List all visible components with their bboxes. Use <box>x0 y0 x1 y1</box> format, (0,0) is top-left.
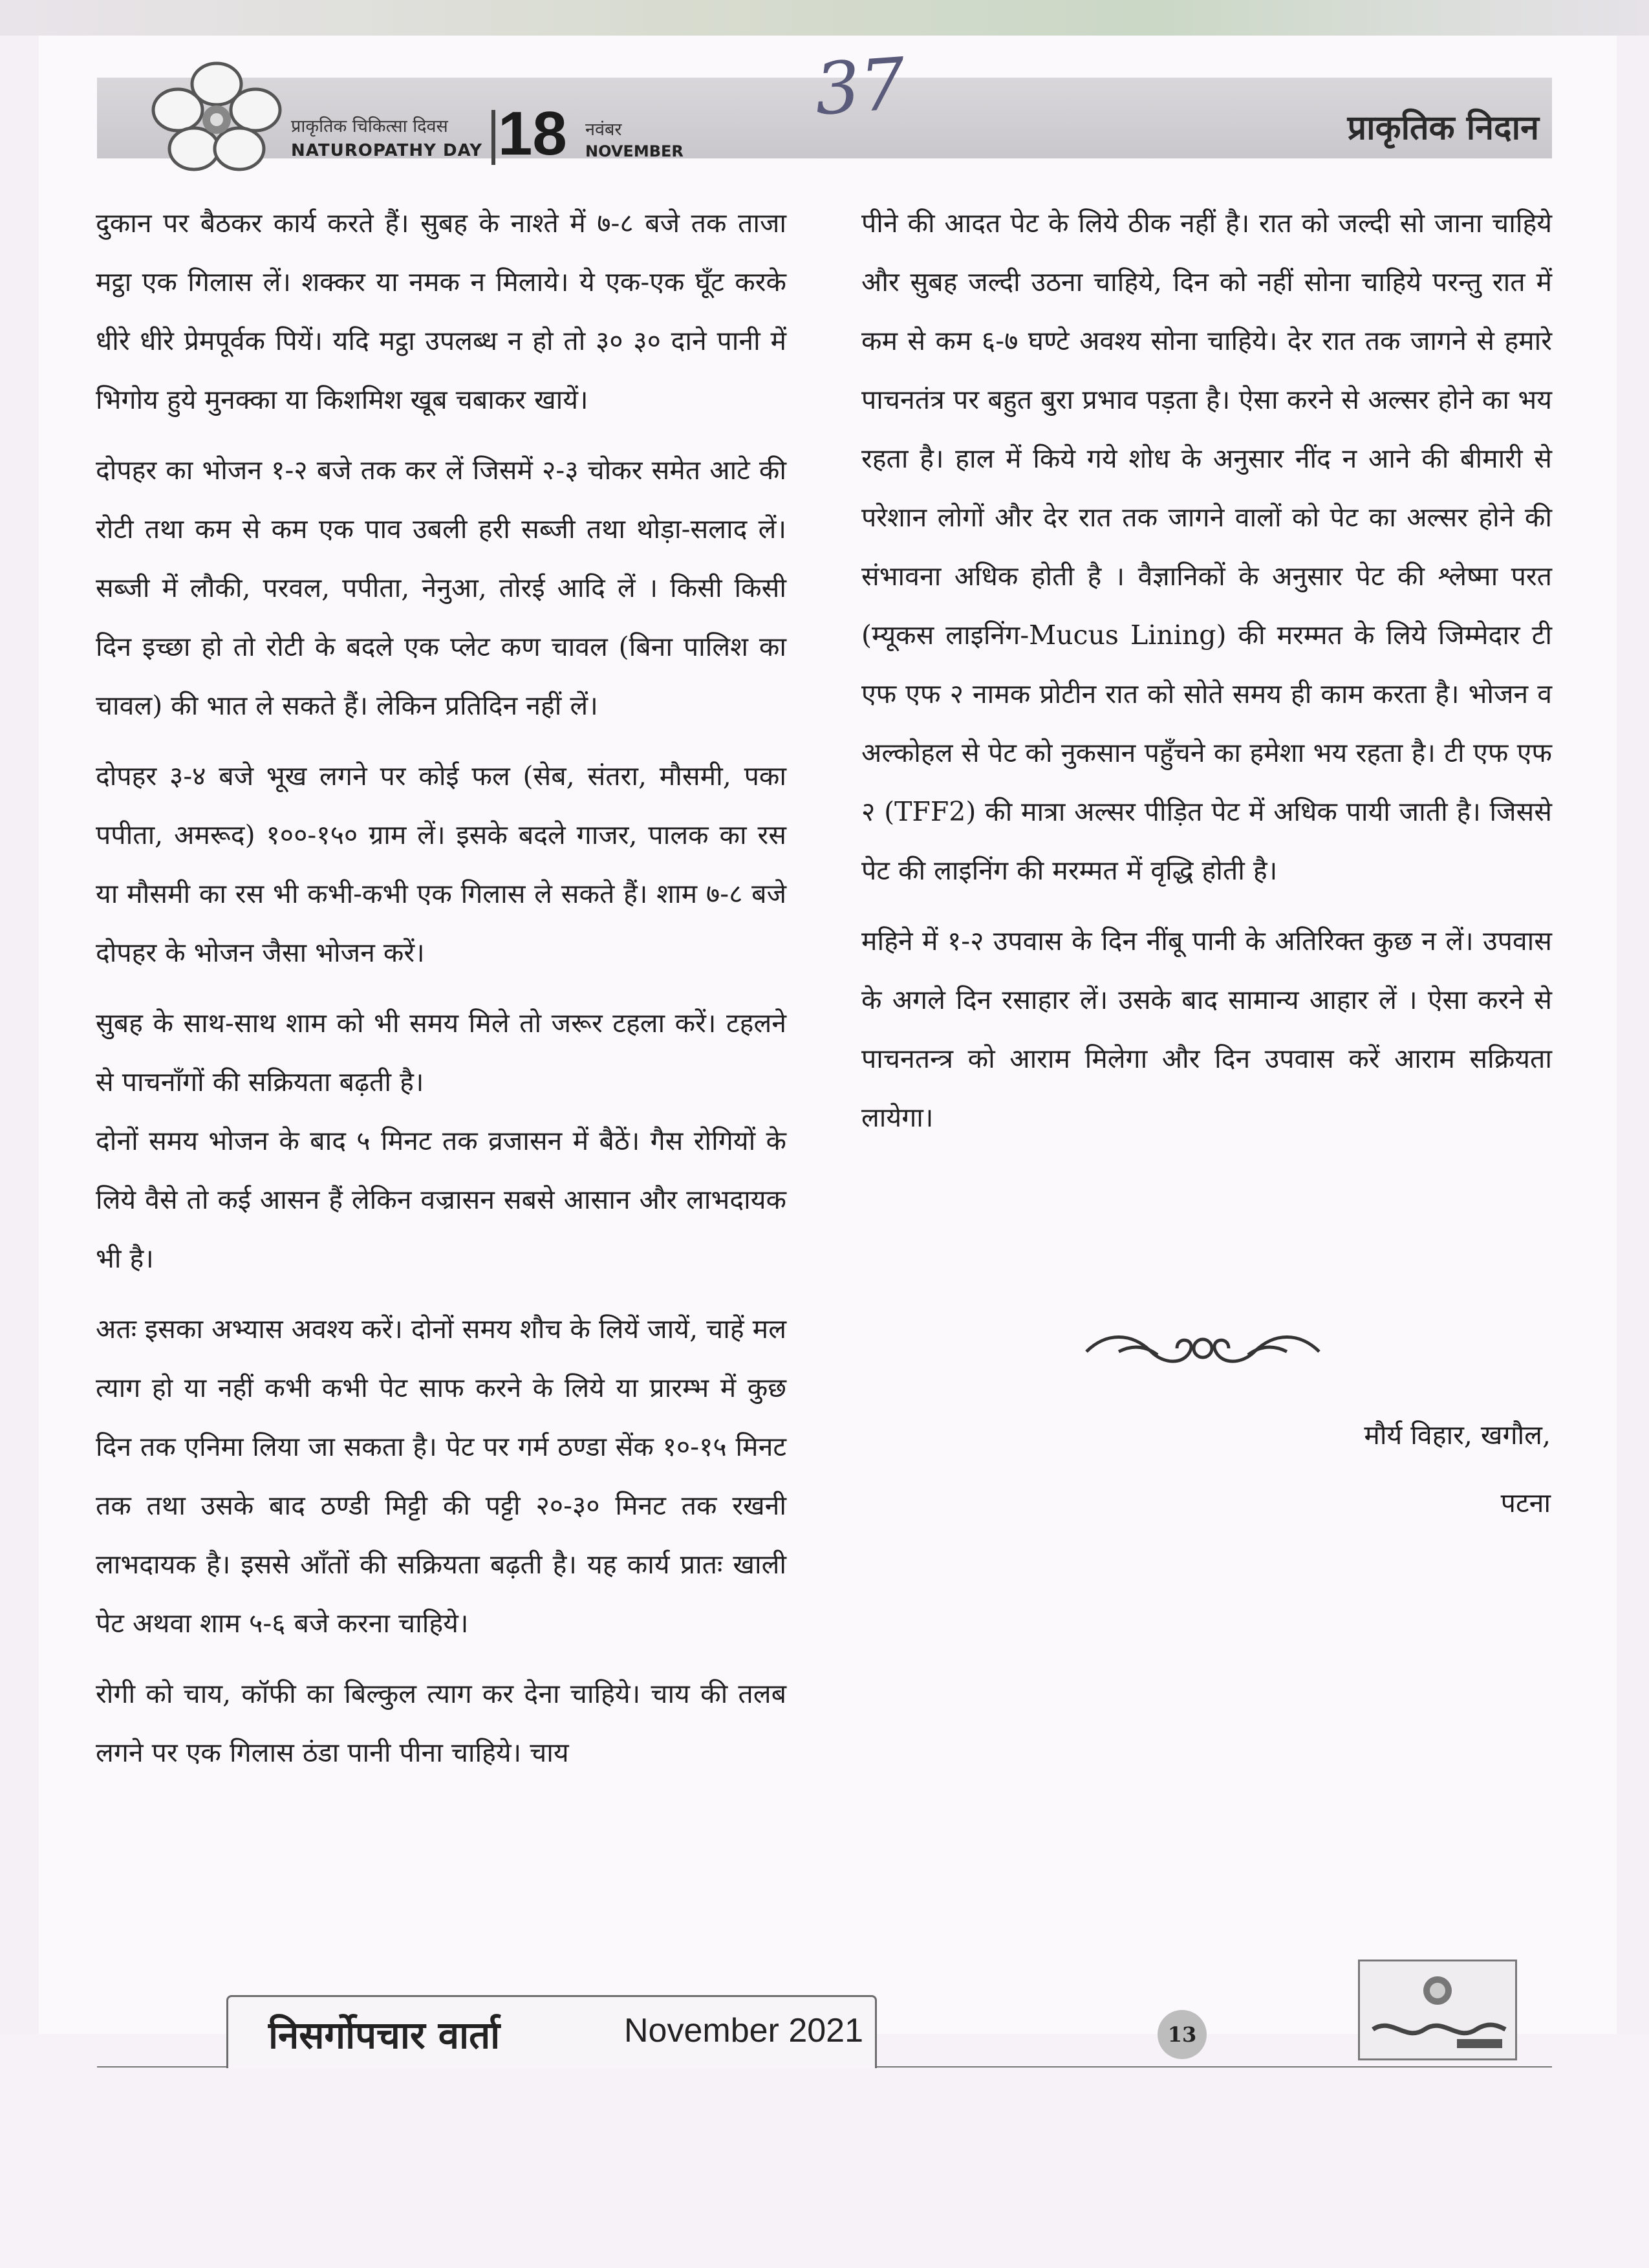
author-address-line2: पटना <box>1500 1487 1551 1518</box>
right-column <box>861 194 1552 1159</box>
paragraph: सुबह के साथ-साथ शाम को भी समय मिले तो जरूर टहला करें। टहलने से पाचनाँगों की सक्रियता बढ़ती है। <box>96 1008 786 1097</box>
scan-bottom-strip <box>0 2034 1649 2268</box>
page-number: 13 <box>1158 2010 1207 2059</box>
handwritten-number: 37 <box>812 42 909 131</box>
flower-logo-icon <box>149 58 285 175</box>
paragraph: अतः इसका अभ्यास अवश्य करें। दोनों समय शौच के लियें जायें, चाहें मल त्याग हो या नहीं कभी कभी पेट साफ करने के लिये या प्रारम्भ में कुछ दिन तक एनिमा लिया जा सकता है। पेट पर गर्म ठण्डा सेंक १०-१५ मिनट तक तथा उसके बाद ठण्डी मिट्टी की पट्टी २०-३० मिनट तक रखनी लाभदायक है। इससे आँतों की सक्रियता बढ़ती है। यह कार्य प्रातः खाली पेट अथवा शाम ५-६ बजे करना चाहिये। <box>96 1313 786 1639</box>
section-title: प्राकृतिक निदान <box>1347 109 1539 147</box>
author-address-line1: मौर्य विहार, खगौल, <box>1364 1420 1551 1451</box>
scan-edge <box>0 0 1649 36</box>
paragraph: महिने में १-२ उपवास के दिन नींबू पानी के अतिरिक्त कुछ न लें। उपवास के अगले दिन रसाहार लें। उसके बाद सामान्य आहार लें । ऐसा करने से पाचनतन्त्र को आराम मिलेगा और दिन उपवास करें आराम सक्रियता लायेगा। <box>861 925 1552 1133</box>
date-number: 18 <box>498 99 567 168</box>
naturopathy-day-english: NATUROPATHY DAY <box>291 141 483 160</box>
paragraph: दोनों समय भोजन के बाद ५ मिनट तक व्रजासन में बैठें। गैस रोगियों के लिये वैसे तो कई आसन हैं लेकिन वज्रासन सबसे आसान और लाभदायक भी है। <box>96 1125 786 1274</box>
paragraph: दुकान पर बैठकर कार्य करते हैं। सुबह के नाश्ते में ७-८ बजे तक ताजा मट्ठा एक गिलास लें। शक्कर या नमक न मिलाये। ये एक-एक घूँट करके धीरे धीरे प्रेमपूर्वक पियें। यदि मट्ठा उपलब्ध न हो तो ३० ३० दाने पानी में भिगोय हुये मुनक्का या किशमिश खूब चबाकर खायें। <box>96 208 786 415</box>
header-divider <box>491 110 495 165</box>
paragraph: दोपहर ३-४ बजे भूख लगने पर कोई फल (सेब, संतरा, मौसमी, पका पपीता, अमरूद) १००-१५० ग्राम लें। इसके बदले गाजर, पालक का रस या मौसमी का रस भी कभी-कभी एक गिलास ले सकते हैं। शाम ७-८ बजे दोपहर के भोजन जैसा भोजन करें। <box>96 761 786 968</box>
footer-logo-icon <box>1358 1960 1517 2060</box>
month-hindi: नवंबर <box>585 120 622 140</box>
paragraph: दोपहर का भोजन १-२ बजे तक कर लें जिसमें २-३ चोकर समेत आटे की रोटी तथा कम से कम एक पाव उबली हरी सब्जी तथा थोड़ा-सलाद लें। सब्जी में लौकी, परवल, पपीता, नेनुआ, तोरई आदि लें । किसी किसी दिन इच्छा हो तो रोटी के बदले एक प्लेट कण चावल (बिना पालिश का चावल) की भात ले सकते हैं। लेकिन प्रतिदिन नहीं लें। <box>96 455 786 721</box>
issue-month: November 2021 <box>624 2012 863 2049</box>
ornament-divider-icon <box>1080 1319 1326 1377</box>
left-column <box>96 194 786 1794</box>
paragraph: रोगी को चाय, कॉफी का बिल्कुल त्याग कर देना चाहिये। चाय की तलब लगने पर एक गिलास ठंडा पानी पीना चाहिये। चाय <box>96 1678 786 1768</box>
naturopathy-day-hindi: प्राकृतिक चिकित्सा दिवस <box>291 116 448 136</box>
magazine-name: निसर्गोपचार वार्ता <box>268 2013 501 2057</box>
paragraph: पीने की आदत पेट के लिये ठीक नहीं है। रात को जल्दी सो जाना चाहिये और सुबह जल्दी उठना चाहिये, दिन को नहीं सोना चाहिये परन्तु रात में कम से कम ६-७ घण्टे अवश्य सोना चाहिये। देर रात तक जागने से हमारे पाचनतंत्र पर बहुत बुरा प्रभाव पड़ता है। ऐसा करने से अल्सर होने का भय रहता है। हाल में किये गये शोध के अनुसार नींद न आने की बीमारी से परेशान लोगों और देर रात तक जागने वालों को पेट का अल्सर होने की संभावना अधिक होती है । वैज्ञानिकों के अनुसार पेट की श्लेष्मा परत (म्यूकस लाइनिंग-Mucus Lining) की मरम्मत के लिये जिम्मेदार टी एफ एफ २ नामक प्रोटीन रात को सोते समय ही काम करता है। भोजन व अल्कोहल से पेट को नुकसान पहुँचने का हमेशा भय रहता है। टी एफ एफ २ (TFF2) की मात्रा अल्सर पीड़ित पेट में अधिक पायी जाती है। जिससे पेट की लाइनिंग की मरम्मत में वृद्धि होती है। <box>861 208 1552 886</box>
month-english: NOVEMBER <box>585 142 684 160</box>
